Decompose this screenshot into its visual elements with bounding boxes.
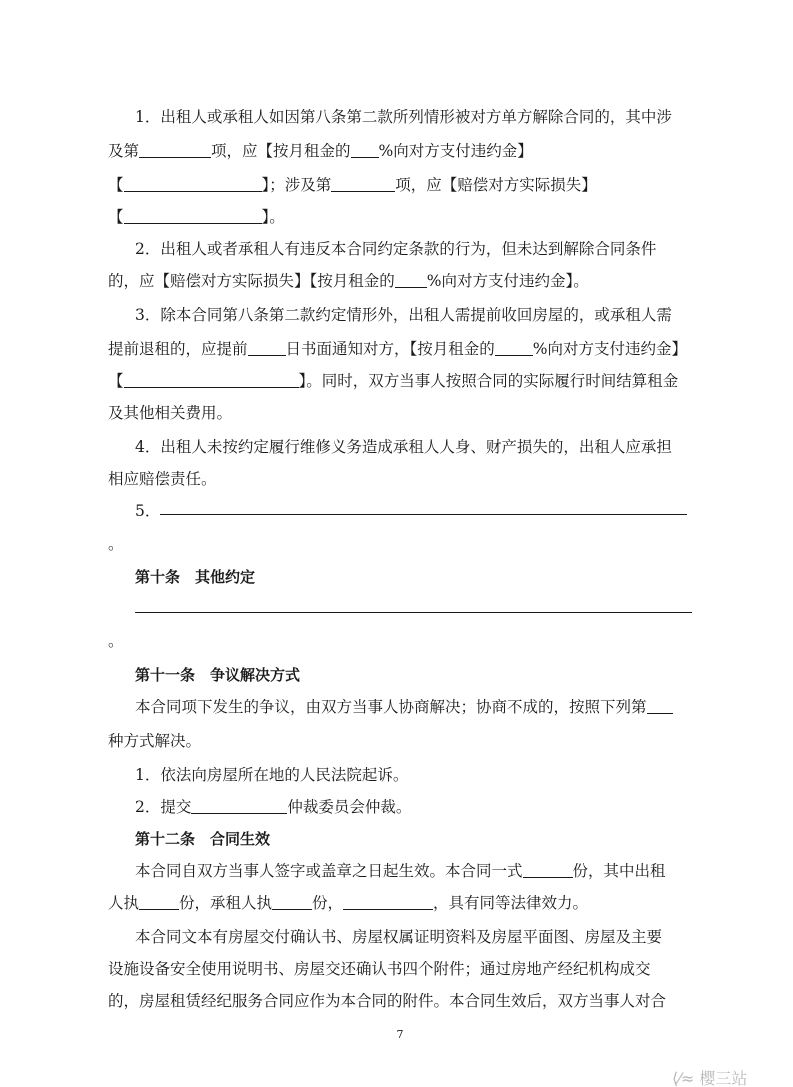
clause-9-1-line-c: 【 】；涉及第 项，应【赔偿对方实际损失】 (108, 176, 597, 194)
clause-9-2-line-b: 的，应【赔偿对方实际损失】【按月租金的 %向对方支付违约金】。 (108, 272, 589, 290)
clause-9-4-line-a: 4．出租人未按约定履行维修义务造成承租人人身、财产损失的，出租人应承担 (135, 438, 672, 456)
article-12-para-a: 本合同自双方当事人签字或盖章之日起生效。本合同一式 份，其中出租 (135, 862, 666, 880)
clause-9-1-line-b: 及第 项，应【按月租金的 %向对方支付违约金】 (108, 142, 533, 160)
article-12-para-e: 的，房屋租赁经纪服务合同应作为本合同的附件。本合同生效后，双方当事人对合 (108, 992, 667, 1010)
article-12-para-c: 本合同文本有房屋交付确认书、房屋权属证明资料及房屋平面图、房屋及主要 (135, 928, 663, 946)
period-mark-1: 。 (108, 535, 124, 553)
blank-lessee-copies[interactable] (272, 893, 312, 910)
clause-9-3-line-c: 【 】。同时，双方当事人按照合同的实际履行时间结算租金 (108, 372, 679, 390)
period-mark-2: 。 (108, 632, 124, 650)
blank-percent-3[interactable] (495, 339, 533, 356)
clause-9-5-label: 5． (135, 502, 161, 520)
clause-9-3-line-b: 提前退租的，应提前 日书面通知对方，【按月租金的 %向对方支付违约金】 (108, 340, 688, 358)
clause-9-3-line-d: 及其他相关费用。 (108, 404, 233, 422)
article-11-para-a: 本合同项下发生的争议，由双方当事人协商解决；协商不成的，按照下列第 (135, 696, 693, 718)
blank-other-copies[interactable] (343, 893, 433, 910)
article-12-para-b: 人执 份，承租人执 份， ，具有同等法律效力。 (108, 894, 589, 912)
page-number: 7 (396, 1028, 404, 1041)
blank-item-number[interactable] (139, 141, 211, 158)
blank-method[interactable] (647, 697, 673, 714)
clause-9-5-blank[interactable] (160, 514, 687, 515)
heading-article-10: 第十条 其他约定 (135, 568, 256, 586)
blank-lessor-copies[interactable] (139, 893, 179, 910)
blank-other[interactable] (124, 175, 262, 192)
blank-arbitration[interactable] (191, 797, 287, 814)
clause-9-1-line-d: 【 】。 (108, 208, 285, 226)
blank-copies[interactable] (523, 861, 573, 878)
heading-article-12: 第十二条 合同生效 (135, 830, 271, 848)
article-11-option-1: 1．依法向房屋所在地的人民法院起诉。 (135, 766, 409, 784)
blank-percent-2[interactable] (395, 271, 427, 288)
blank-other-2[interactable] (124, 207, 262, 224)
article-11-para-b: 种方式解决。 (108, 732, 202, 750)
watermark: ⟨⁄≈ 樱三站 (672, 1069, 748, 1087)
article-10-blank[interactable] (135, 612, 692, 613)
blank-item-number-2[interactable] (331, 175, 395, 192)
article-11-option-2: 2．提交 仲裁委员会仲裁。 (135, 798, 412, 816)
blank-days[interactable] (248, 339, 286, 356)
clause-9-4-line-b: 相应赔偿责任。 (108, 470, 217, 488)
article-12-para-d: 设施设备安全使用说明书、房屋交还确认书四个附件；通过房地产经纪机构成交 (108, 960, 651, 978)
heading-article-11: 第十一条 争议解决方式 (135, 666, 301, 684)
blank-other-3[interactable] (124, 371, 299, 388)
blank-percent[interactable] (351, 141, 379, 158)
clause-9-2-line-a: 2．出租人或者承租人有违反本合同约定条款的行为，但未达到解除合同条件 (135, 240, 657, 258)
clause-9-3-line-a: 3．除本合同第八条第二款约定情形外，出租人需提前收回房屋的，或承租人需 (135, 306, 672, 324)
clause-9-1-line-a: 1．出租人或承租人如因第八条第二款所列情形被对方单方解除合同的，其中涉 (135, 108, 672, 126)
